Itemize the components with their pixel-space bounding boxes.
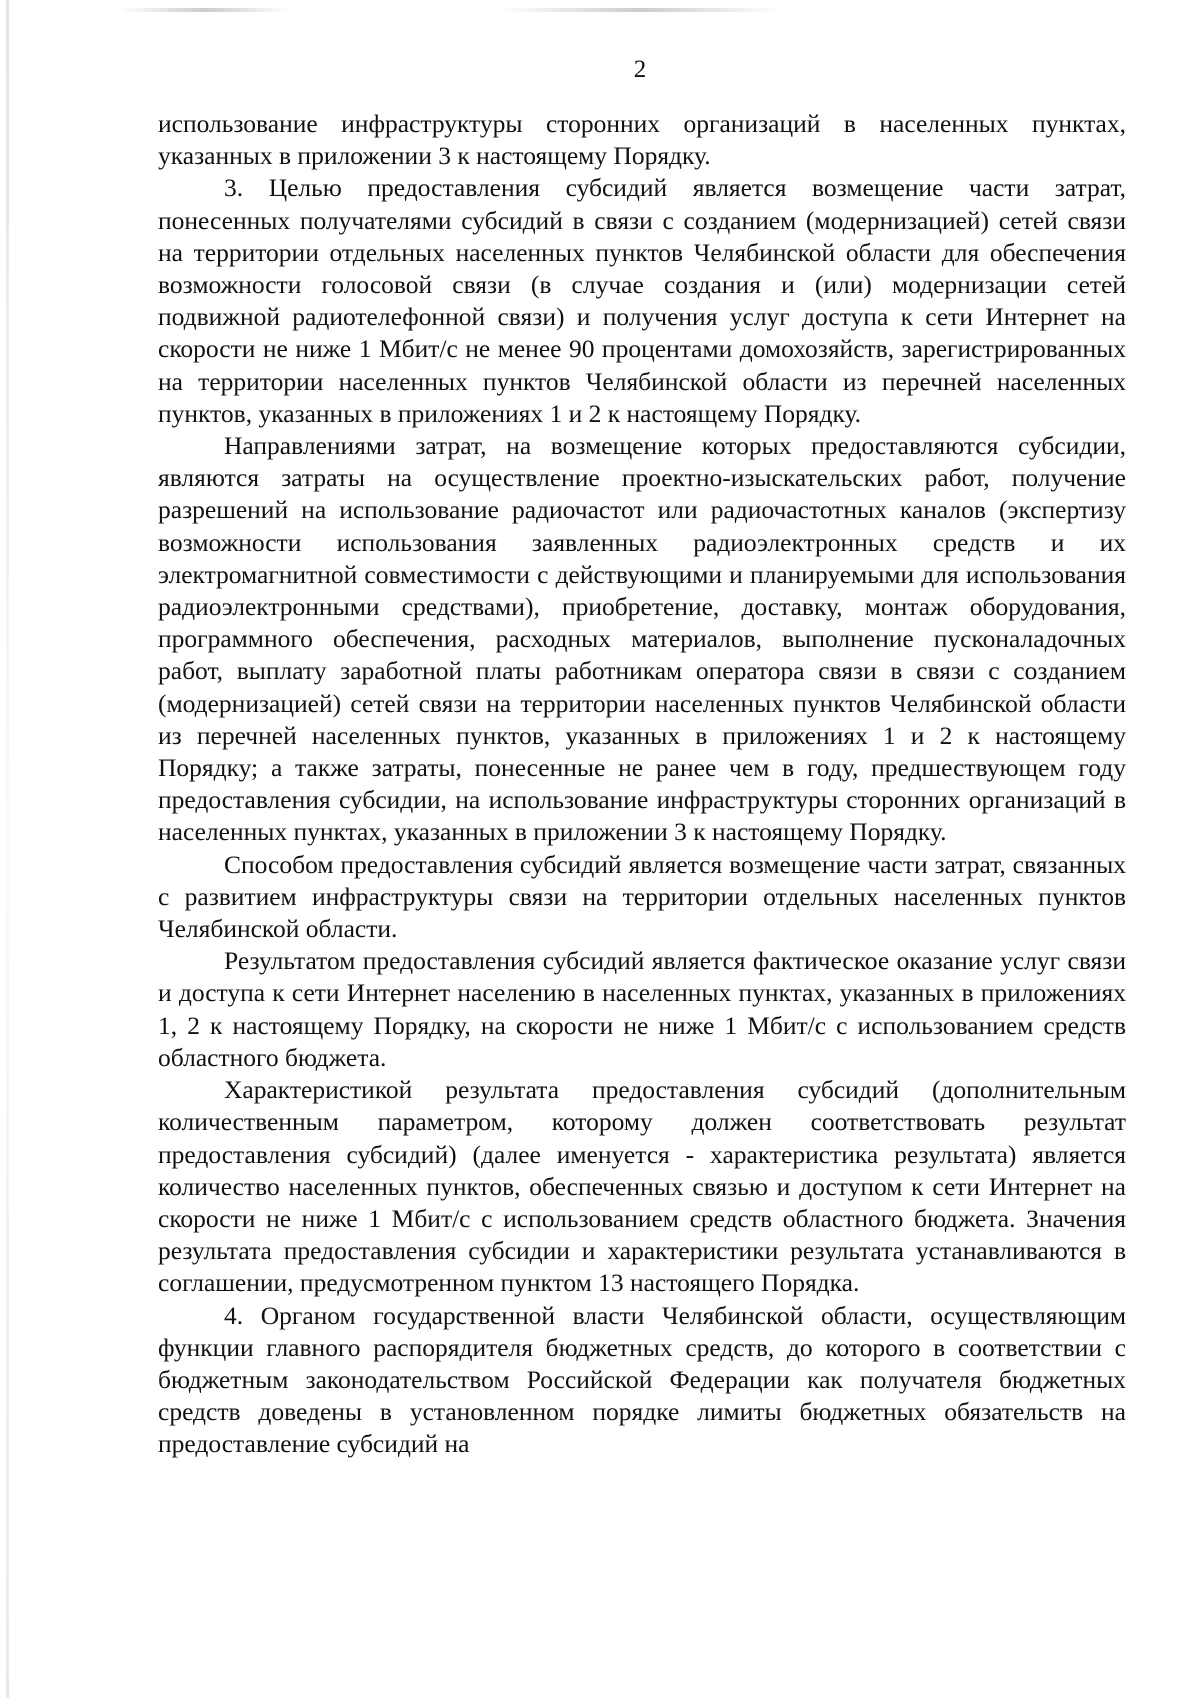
- scan-artifact-left-edge: [6, 0, 9, 1698]
- document-body: [158, 108, 1126, 1461]
- paragraph-item-4-authority: 4. Органом государственной власти Челябинской области, осуществляющим функции главного распорядителя бюджетных средств, до которого в соответствии с бюджетным законодательством Российской Федерации как получателя бюджетных средств доведены в установленном порядке лимиты бюджетных обязательств на предоставление субсидий на: [158, 1300, 1126, 1459]
- scan-artifact-top-center: [500, 8, 780, 12]
- page-number: 2: [633, 56, 647, 83]
- paragraph-result-characteristic: Характеристикой результата предоставления субсидий (дополнительным количественным параметром, которому должен соответствовать результат предоставления субсидий) (далее именуется - характеристика результата) является количество населенных пунктов, обеспеченных связью и доступом к сети Интернет на скорости не ниже 1 Мбит/с с использованием средств областного бюджета. Значения результата предоставления субсидии и характеристики результата устанавливаются в соглашении, предусмотренном пунктом 13 настоящего Порядка.: [158, 1075, 1126, 1298]
- paragraph-result: Результатом предоставления субсидий является фактическое оказание услуг связи и доступа к сети Интернет населению в населенных пунктах, указанных в приложениях 1, 2 к настоящему Порядку, на скорости не ниже 1 Мбит/с с использованием средств областного бюджета.: [158, 946, 1126, 1072]
- scan-artifact-top-left: [120, 8, 290, 12]
- paragraph-method: Способом предоставления субсидий является возмещение части затрат, связанных с развитием инфраструктуры связи на территории отдельных населенных пунктов Челябинской области.: [158, 849, 1126, 944]
- paragraph-item-3-purpose: 3. Целью предоставления субсидий является возмещение части затрат, понесенных получателями субсидий в связи с созданием (модернизацией) сетей связи на территории отдельных населенных пунктов Челябинской области для обеспечения возможности голосовой связи (в случае создания и (или) модернизации сетей подвижной радиотелефонной связи) и получения услуг доступа к сети Интернет на скорости не ниже 1 Мбит/с не менее 90 процентами домохозяйств, зарегистрированных на территории населенных пунктов Челябинской области из перечней населенных пунктов, указанных в приложениях 1 и 2 к настоящему Порядку.: [158, 173, 1126, 428]
- paragraph-continuation: использование инфраструктуры сторонних организаций в населенных пунктах, указанных в приложении 3 к настоящему Порядку.: [158, 109, 1126, 171]
- paragraph-cost-directions: Направлениями затрат, на возмещение которых предоставляются субсидии, являются затраты на осуществление проектно-изыскательских работ, получение разрешений на использование радиочастот или радиочастотных каналов (экспертизу возможности использования заявленных радиоэлектронных средств и их электромагнитной совместимости с действующими и планируемыми для использования радиоэлектронными средствами), приобретение, доставку, монтаж оборудования, программного обеспечения, расходных материалов, выполнение пусконаладочных работ, выплату заработной платы работникам оператора связи в связи с созданием (модернизацией) сетей связи на территории населенных пунктов Челябинской области из перечней населенных пунктов, указанных в приложениях 1 и 2 к настоящему Порядку; а также затраты, понесенные не ранее чем в году, предшествующем году предоставления субсидии, на использование инфраструктуры сторонних организаций в населенных пунктах, указанных в приложении 3 к настоящему Порядку.: [158, 431, 1126, 847]
